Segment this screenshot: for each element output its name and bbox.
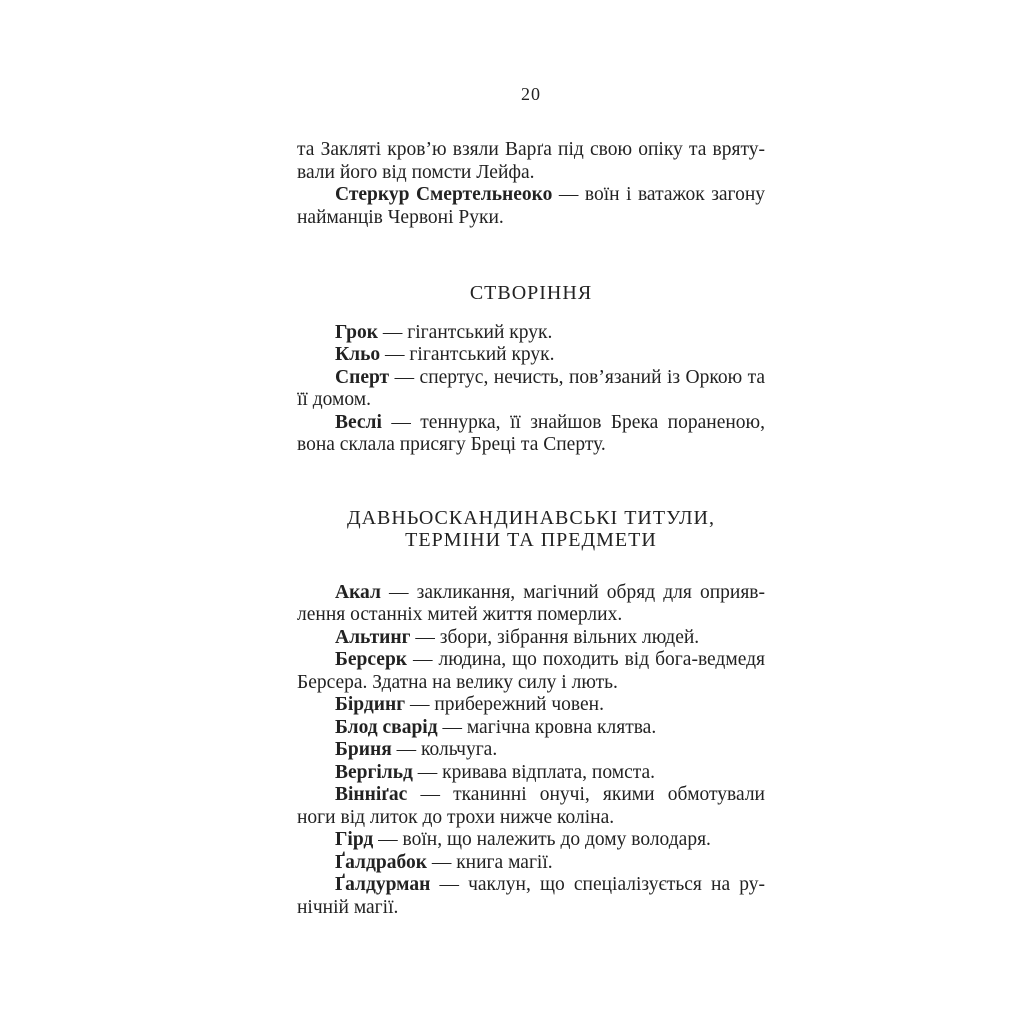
glossary-entry [297, 412, 765, 457]
glossary-entry [297, 344, 765, 367]
entry-definition: — гігантський крук. [385, 344, 555, 365]
section-heading-line: СТВОРІННЯ [469, 282, 593, 304]
paragraph-continuation [297, 139, 765, 184]
page-number: 20 [521, 84, 541, 104]
entry-term: Грок [335, 321, 379, 343]
glossary-entry [297, 694, 765, 717]
entry-definition: — збори, зібрання вільних людей. [415, 626, 700, 648]
glossary-entry [297, 739, 765, 762]
entry-term: Бриня [335, 739, 392, 760]
entry-definition: — кривава відплата, помста. [417, 761, 656, 783]
entry-definition: — гігантський крук. [382, 321, 553, 343]
text-column [297, 139, 765, 919]
entry-term: Веслі [335, 411, 382, 433]
glossary-entry [297, 627, 765, 650]
entry-definition: — людина, що походить від бога-ведмедя Берсера. Здатна на велику силу і лють. [297, 649, 765, 693]
glossary-entry [297, 367, 765, 412]
entry-definition: — воїн і ватажок загону найманців Червоні Руки. [297, 184, 766, 228]
paragraph-text: та Закляті кров’ю взяли Варґа під свою опіку та врятували його від помсти Лейфа. [297, 139, 765, 183]
section-heading-norse-terms [297, 507, 765, 552]
entry-term: Вергільд [335, 761, 413, 783]
entry-definition: — магічна кровна клятва. [442, 716, 657, 738]
glossary-entry [297, 852, 765, 875]
glossary-entry [297, 649, 765, 694]
entry-term: Бірдинг [335, 694, 406, 715]
entry-term: Сперт [335, 366, 390, 388]
entry-term: Ґалдурман [335, 874, 431, 895]
entry-term: Стеркур Смертельнеоко [335, 184, 553, 205]
entry-definition: — воїн, що належить до дому володаря. [378, 829, 711, 850]
entry-definition: — закликання, магічний обряд для оприявлення останніх митей життя померлих. [297, 581, 766, 625]
entry-term: Вінніґас [335, 784, 408, 805]
section-heading-creatures [297, 282, 765, 305]
glossary-entry [297, 829, 765, 852]
section-heading-line: ДАВНЬОСКАНДИНАВСЬКІ ТИТУЛИ, [346, 506, 716, 529]
entry-definition: — тканинні онучі, якими обмотували ноги від литок до трохи нижче коліна. [297, 784, 765, 828]
entry-definition: — кольчуга. [396, 739, 498, 760]
glossary-entry [297, 762, 765, 785]
glossary-entry [297, 784, 765, 829]
entry-definition: — книга магії. [431, 851, 553, 873]
glossary-entry [297, 717, 765, 740]
entry-definition: — теннурка, її знайшов Брека пораненою, вона склала присягу Бреці та Сперту. [297, 411, 765, 455]
entry-term: Ґалдрабок [335, 851, 427, 873]
entry-definition: — чаклун, що спеціалізується на рунічній магії. [297, 874, 765, 918]
entry-term: Альтинг [335, 626, 411, 648]
section-heading-line: ТЕРМІНИ ТА ПРЕДМЕТИ [405, 529, 657, 551]
entry-term: Блод сварід [335, 716, 438, 738]
entry-term: Берсерк [335, 649, 408, 670]
entry-term: Гірд [335, 829, 374, 850]
character-entry [297, 184, 765, 229]
glossary-entry [297, 582, 765, 627]
glossary-entry [297, 874, 765, 919]
entry-definition: — спертус, нечисть, пов’язаний із Оркою та її домом. [297, 366, 766, 410]
entry-term: Акал [335, 581, 381, 603]
glossary-entry [297, 322, 765, 345]
entry-term: Кльо [335, 344, 381, 365]
entry-definition: — прибережний човен. [409, 694, 604, 715]
